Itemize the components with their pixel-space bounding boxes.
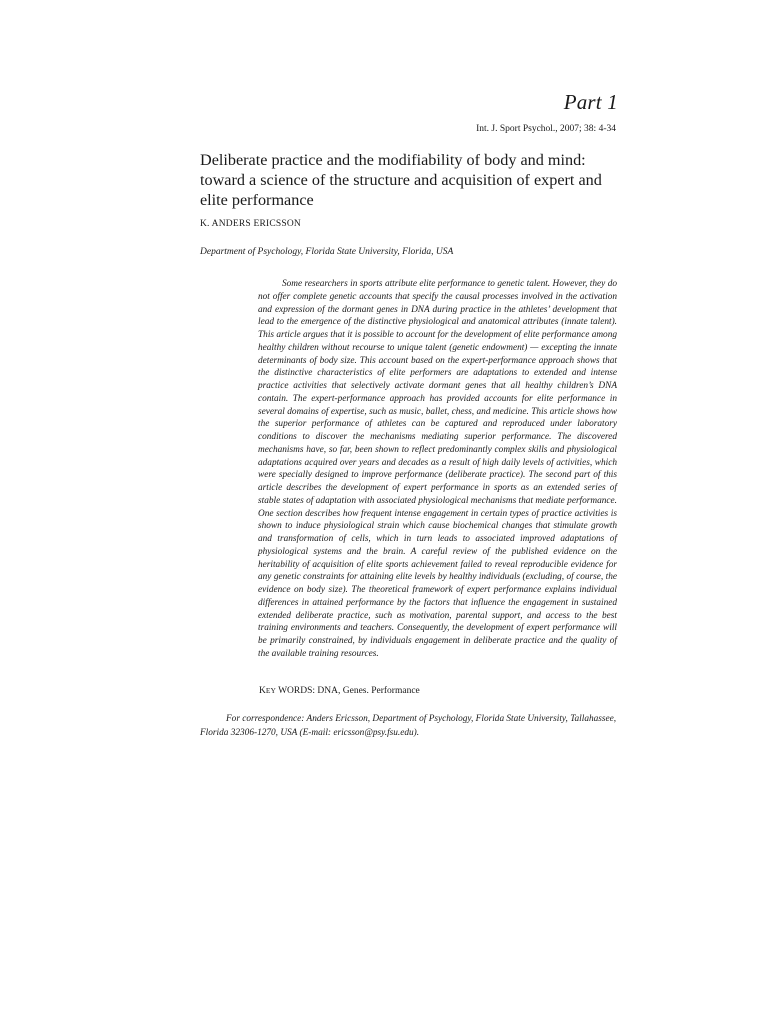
part-label: Part 1 bbox=[563, 90, 618, 114]
keywords-label-smallcaps: EY bbox=[265, 686, 276, 695]
author-name: K. ANDERS ERICSSON bbox=[200, 219, 301, 229]
keywords-list: DNA, Genes. Performance bbox=[315, 686, 420, 696]
abstract-text: Some researchers in sports attribute elite performance to genetic talent. However, they do not offer complete genetic accounts that specify the causal processes involved in the activation and expression of the dormant genes in DNA during practice in the athletes’ development that lead to the emergence of the distinctive physiological and anatomical attributes (innate talent). This article argues that it is possible to account for the development of elite performance among healthy children without recourse to unique talent (genetic endowment) — excepting the innate determinants of body size. This account based on the expert-performance approach shows that the distinctive characteristics of elite performers are adaptations to extended and intense practice activities that selectively activate dormant genes that all healthy children’s DNA contain. The expert-performance approach has provided accounts for elite performance in several domains of expertise, such as music, ballet, chess, and medicine. This article shows how the superior performance of athletes can be captured and reproduced under laboratory conditions to discover the mechanisms mediating superior performance. The discovered mechanisms have, so far, been shown to reflect predominantly complex skills and physiological adaptations acquired over years and decades as a result of high daily levels of activities, which were specially designed to improve performance (deliberate practice). The second part of this article describes the development of expert performance in sports as an extended series of stable states of adaptation with associated physiological mechanisms that mediate performance. One section describes how frequent intense engagement in certain types of practice activities is shown to induce physiological strain which cause biochemical changes that stimulate growth and transformation of cells, which in turn leads to associated improved adaptations of physiological systems and the brain. A careful review of the published evidence on the heritability of acquisition of elite sports achievement failed to reveal reproducible evidence for any genetic constraints for attaining elite levels by healthy individuals (excluding, of course, the evidence on body size). The theoretical framework of expert performance explains individual differences in attained performance by the factors that influence the engagement in sustained extended deliberate practice, such as motivation, parental support, and access to the best training environments and teachers. Consequently, the development of expert performance will be primarily constrained, by individuals engagement in deliberate practice and the quality of the available training resources. bbox=[258, 279, 617, 659]
journal-citation: Int. J. Sport Psychol., 2007; 38: 4-34 bbox=[476, 124, 616, 134]
keywords-line bbox=[259, 686, 420, 696]
article-title: Deliberate practice and the modifiability of body and mind: toward a science of the structure and acquisition of expert and elite performance bbox=[200, 151, 602, 210]
keywords-label-initial: K bbox=[259, 686, 266, 696]
correspondence-note: For correspondence: Anders Ericsson, Department of Psychology, Florida State University, Tallahassee, Florida 32306-1270, USA (E-mail: ericsson@psy.fsu.edu). bbox=[200, 714, 617, 738]
author-affiliation: Department of Psychology, Florida State University, Florida, USA bbox=[200, 247, 454, 257]
keywords-label-tail: WORDS: bbox=[275, 686, 316, 696]
